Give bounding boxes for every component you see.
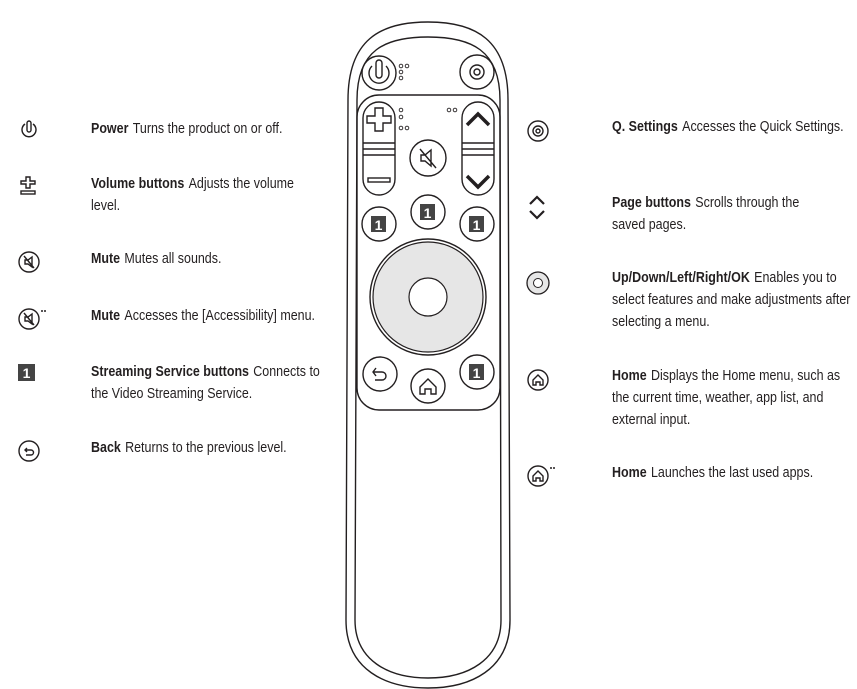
home-description [612,365,849,431]
svg-text:1: 1 [472,365,481,381]
braille-dots [399,64,457,130]
page-icon [526,195,550,219]
settings-button [460,55,494,89]
page-description [612,192,836,236]
item-title: Home [612,465,647,481]
item-text: Mutes all sounds. [124,251,222,267]
ok-wheel-icon [526,271,550,295]
item-title: Home [612,368,647,384]
navigation-wheel [370,239,486,355]
ok-description [612,267,857,333]
item-text: Connects to the Video Streaming Service. [91,364,320,402]
item-title: Q. Settings [612,119,678,135]
settings-icon [526,119,550,143]
svg-text:1: 1 [374,217,383,233]
stream-label: 1 [22,365,31,381]
streaming-button-center [411,195,445,229]
item-title: Power [91,121,129,137]
item-text: Scrolls through the saved pages. [612,195,800,233]
home-button [411,369,445,403]
home-long-press-icon [526,464,560,488]
item-title: Mute [91,251,121,267]
item-text: Accesses the Quick Settings. [682,119,844,135]
item-text: Enables you to select features and make adjustments after selecting a menu. [612,270,851,330]
svg-text:1: 1 [423,205,432,221]
home-icon [526,368,550,392]
item-title: Up/Down/Left/Right/OK [612,270,750,286]
item-title: Back [91,440,121,456]
item-title: Volume buttons [91,176,185,192]
item-text: Displays the Home menu, such as the current time, weather, app list, and external input. [612,368,841,428]
settings-description [612,116,844,138]
ok-button [409,278,447,316]
item-text: Adjusts the volume level. [91,176,294,214]
streaming-button-bottom [460,355,494,389]
streaming-button-left [362,207,396,241]
svg-text:1: 1 [472,217,481,233]
item-title: Streaming Service buttons [91,364,249,380]
item-text: Launches the last used apps. [650,465,814,481]
back-button [363,357,397,391]
power-button [362,56,396,90]
item-title: Page buttons [612,195,691,211]
item-text: Accesses the [Accessibility] menu. [124,308,316,324]
volume-rocker [363,102,395,195]
streaming-button-right [460,207,494,241]
mute-button [410,140,446,176]
home-last-apps-description [612,462,853,484]
page-rocker [462,102,494,195]
item-title: Mute [91,308,121,324]
item-text: Returns to the previous level. [125,440,287,456]
item-text: Turns the product on or off. [132,121,283,137]
